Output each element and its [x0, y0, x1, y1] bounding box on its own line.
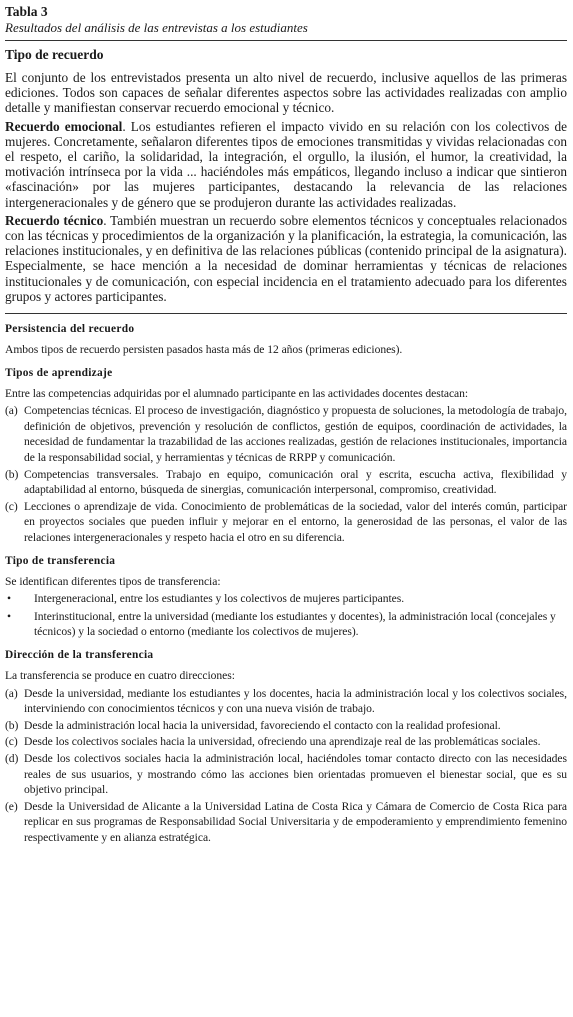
label-recuerdo-tecnico: Recuerdo técnico — [5, 212, 104, 228]
bullet-marker: • — [7, 609, 12, 623]
intro-transferencia: Se identifican diferentes tipos de transferencia: — [5, 574, 221, 588]
item-marker: (b) — [5, 467, 19, 481]
list-item — [5, 609, 567, 640]
heading-direccion: Dirección de la transferencia — [5, 648, 154, 661]
list-item — [5, 686, 567, 717]
list-item — [5, 718, 567, 734]
list-item — [5, 403, 567, 465]
item-text: Desde los colectivos sociales hacia la universidad, ofreciendo una aprendizaje real de las problemáticas sociales. — [24, 735, 541, 749]
list-item — [5, 751, 567, 798]
intro-direccion: La transferencia se produce en cuatro direcciones: — [5, 668, 235, 682]
item-text: Desde los colectivos sociales hacia la administración local, haciéndoles tomar contacto directo con las necesidades reales de sus usuarios, y mostrando cómo las acciones bien orientadas promueven el bienestar social, que es su objetivo principal. — [24, 751, 567, 797]
bullet-marker: • — [7, 592, 12, 606]
text-recuerdo-tecnico: . También muestran un recuerdo sobre elementos técnicos y conceptuales relacionados con las técnicas y procedimientos de la organización y la planificación, la estrategia, la comunicación, las relaciones institucionales, y en definitiva de las relaciones públicas (contenido principal de la asignatura). Especialmente, se hace mención a la necesidad de dominar herramientas y técnicas de relaciones institucionales y de comunicación, con especial incidencia en el tratamiento adecuado para los diferentes grupos y actores participantes. — [5, 212, 567, 304]
item-text: Interinstitucional, entre la universidad (mediante los estudiantes y docentes), la administración local (concejales y técnicos) y la sociedad o entorno (mediante los colectivos de mujeres). — [34, 609, 556, 639]
item-text: Desde la Universidad de Alicante a la Universidad Latina de Costa Rica y Cámara de Comercio de Costa Rica para replicar en sus programas de Responsabilidad Social Universitaria y de empoderamiento y emprendimiento femenino respectivamente y en alianza estratégica. — [24, 799, 567, 844]
item-marker: (a) — [5, 686, 18, 700]
item-text: Desde la universidad, mediante los estudiantes y los docentes, hacia la administración local y los colectivos sociales, interviniendo con conocimientos técnicos y con una nueva visión de trabajo. — [24, 686, 567, 716]
table-caption: Resultados del análisis de las entrevistas a los estudiantes — [5, 20, 308, 35]
heading-aprendizaje: Tipos de aprendizaje — [5, 366, 113, 379]
item-text: Intergeneracional, entre los estudiantes y los colectivos de mujeres participantes. — [34, 592, 405, 606]
list-item — [5, 467, 567, 498]
item-text: Lecciones o aprendizaje de vida. Conocimiento de problemáticas de la sociedad, valor del interés común, participar en proyectos sociales que pueden influir y mejorar en el entorno, la generosidad de las personas, el valor de las relaciones intergeneracionales y respeto hacia el otro en su diferencia. — [24, 499, 567, 544]
item-text: Competencias transversales. Trabajo en equipo, comunicación oral y escrita, escucha activa, flexibilidad y adaptabilidad al entorno, búsqueda de sinergias, comunicación interpersonal, compromiso, creatividad. — [24, 467, 567, 497]
item-text: Desde la administración local hacia la universidad, favoreciendo el contacto con la realidad profesional. — [24, 718, 501, 732]
heading-transferencia: Tipo de transferencia — [5, 554, 116, 567]
paragraph-recuerdo-emocional — [5, 119, 567, 210]
item-marker: (b) — [5, 718, 19, 732]
list-aprendizaje — [5, 403, 567, 545]
middle-rule — [5, 313, 567, 314]
section-details — [5, 322, 567, 845]
item-marker: (a) — [5, 404, 18, 418]
list-direccion — [5, 686, 567, 846]
heading-tipo-recuerdo: Tipo de recuerdo — [5, 47, 104, 62]
item-marker: (e) — [5, 799, 18, 813]
list-transferencia — [5, 591, 567, 640]
label-recuerdo-emocional: Recuerdo emocional — [5, 118, 123, 134]
list-item — [5, 799, 567, 846]
list-item — [5, 499, 567, 546]
item-marker: (c) — [5, 499, 18, 513]
paragraph-persistencia: Ambos tipos de recuerdo persisten pasados hasta más de 12 años (primeras ediciones). — [5, 343, 403, 357]
paragraph-recuerdo-tecnico — [5, 213, 567, 304]
heading-persistencia: Persistencia del recuerdo — [5, 323, 135, 336]
item-marker: (d) — [5, 751, 19, 765]
table-label: Tabla 3 — [5, 4, 48, 19]
section-tipo-recuerdo — [5, 47, 567, 304]
item-marker: (c) — [5, 735, 18, 749]
list-item — [5, 591, 567, 607]
list-item — [5, 734, 567, 750]
text-recuerdo-emocional: . Los estudiantes refieren el impacto vivido en su relación con los colectivos de mujeres. Concretamente, señalaron diferentes tipos de emociones transmitidas y vividas relacionadas con el respeto, el cariño, la solidaridad, la integración, el orgullo, la ilusión, el humor, la creatividad, la motivación intrínseca por la vida ... haciéndoles más empáticos, llegando incluso a indicar que sintieron «fascinación» por las mujeres participantes, destacando la relevancia de las relaciones intergeneracionales y de género que se produjeron durante las actividades realizadas. — [5, 118, 567, 210]
item-text: Competencias técnicas. El proceso de investigación, diagnóstico y propuesta de soluciones, la metodología de trabajo, definición de objetivos, prevención y resolución de conflictos, gestión de equipos, coordinación de actividades, la necesidad de fundamentar la trazabilidad de las acciones realizadas, gestión de relaciones institucionales, importancia de la responsabilidad social, y herramientas y técnicas de RRPP y comunicación. — [24, 404, 567, 465]
paragraph-recuerdo-intro: El conjunto de los entrevistados presenta un alto nivel de recuerdo, inclusive aquellos de las primeras ediciones. Todos son capaces de señalar diferentes aspectos sobre las actividades realizadas con amplio detalle y manifiestan conservar recuerdo emocional y técnico. — [5, 70, 567, 116]
top-rule — [5, 40, 567, 41]
intro-aprendizaje: Entre las competencias adquiridas por el alumnado participante en las actividades docentes destacan: — [5, 386, 469, 400]
